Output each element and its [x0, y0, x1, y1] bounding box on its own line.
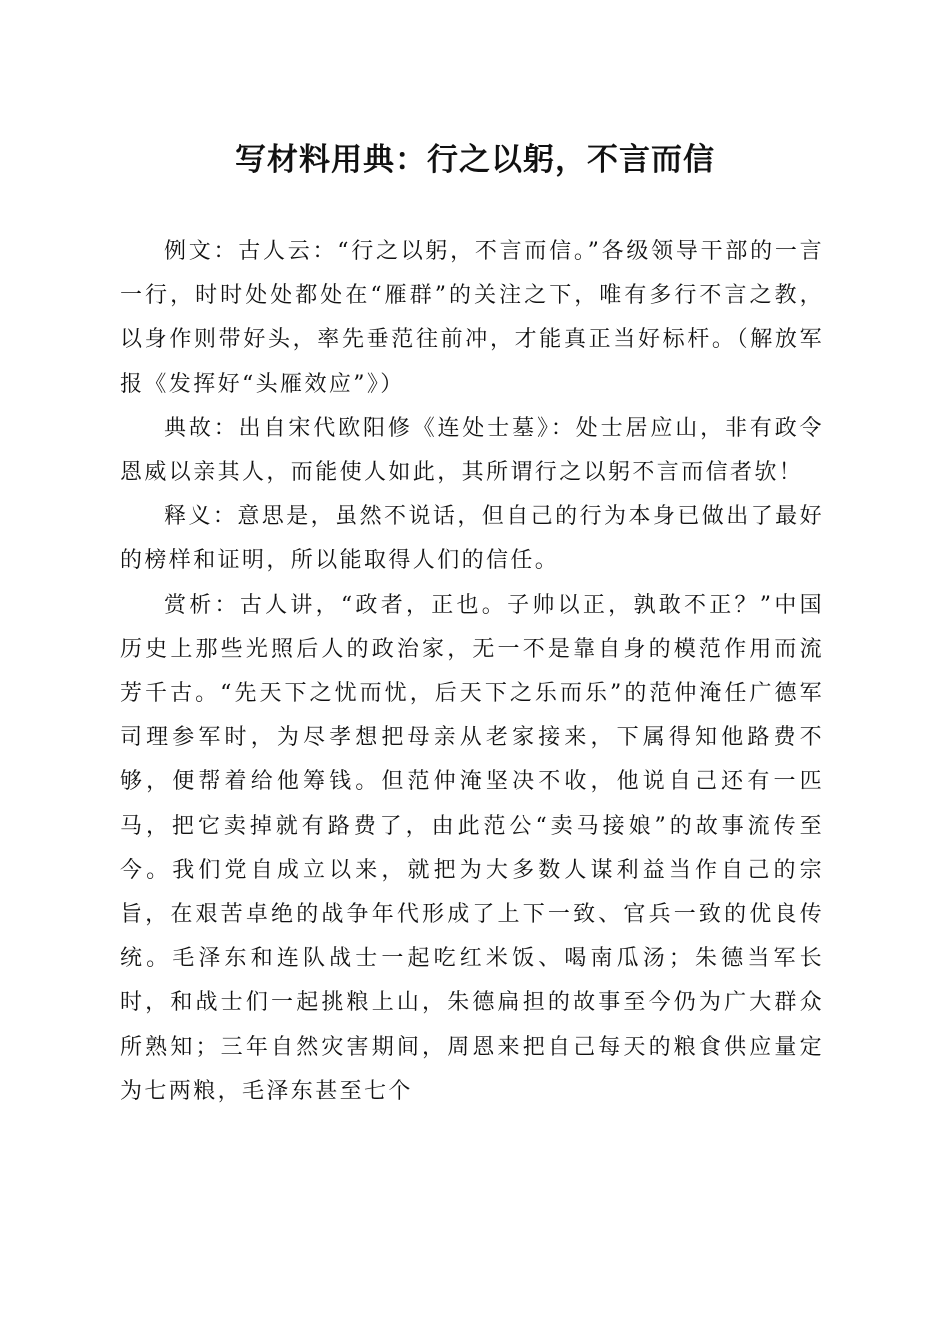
document-title: 写材料用典：行之以躬，不言而信: [235, 142, 715, 178]
paragraph-allusion: 典故：出自宋代欧阳修《连处士墓》：处士居应山，非有政令恩威以亲其人，而能使人如此，其所谓行之以躬不言而信者欤！: [120, 415, 824, 486]
document-body: [120, 230, 824, 1114]
paragraph-example: 例文：古人云：“行之以躬，不言而信。”各级领导干部的一言一行，时时处处都处在“雁群”的关注之下，唯有多行不言之教，以身作则带好头，率先垂范往前冲，才能真正当好标杆。（解放军报《发挥好“头雁效应”》）: [120, 239, 824, 397]
paragraph-meaning: 释义：意思是，虽然不说话，但自己的行为本身已做出了最好的榜样和证明，所以能取得人们的信任。: [120, 504, 824, 574]
paragraph-appreciation: 赏析：古人讲，“政者，正也。子帅以正，孰敢不正？”中国历史上那些光照后人的政治家，无一不是靠自身的模范作用而流芳千古。“先天下之忧而忧，后天下之乐而乐”的范仲淹任广德军司理参军时，为尽孝想把母亲从老家接来，下属得知他路费不够，便帮着给他筹钱。但范仲淹坚决不收，他说自己还有一匹马，把它卖掉就有路费了，由此范公“卖马接娘”的故事流传至今。我们党自成立以来，就把为大多数人谋利益当作自己的宗旨，在艰苦卓绝的战争年代形成了上下一致、官兵一致的优良传统。毛泽东和连队战士一起吃红米饭、喝南瓜汤；朱德当军长时，和战士们一起挑粮上山，朱德扁担的故事至今仍为广大群众所熟知；三年自然灾害期间，周恩来把自己每天的粮食供应量定为七两粮，毛泽东甚至七个: [120, 592, 824, 1104]
